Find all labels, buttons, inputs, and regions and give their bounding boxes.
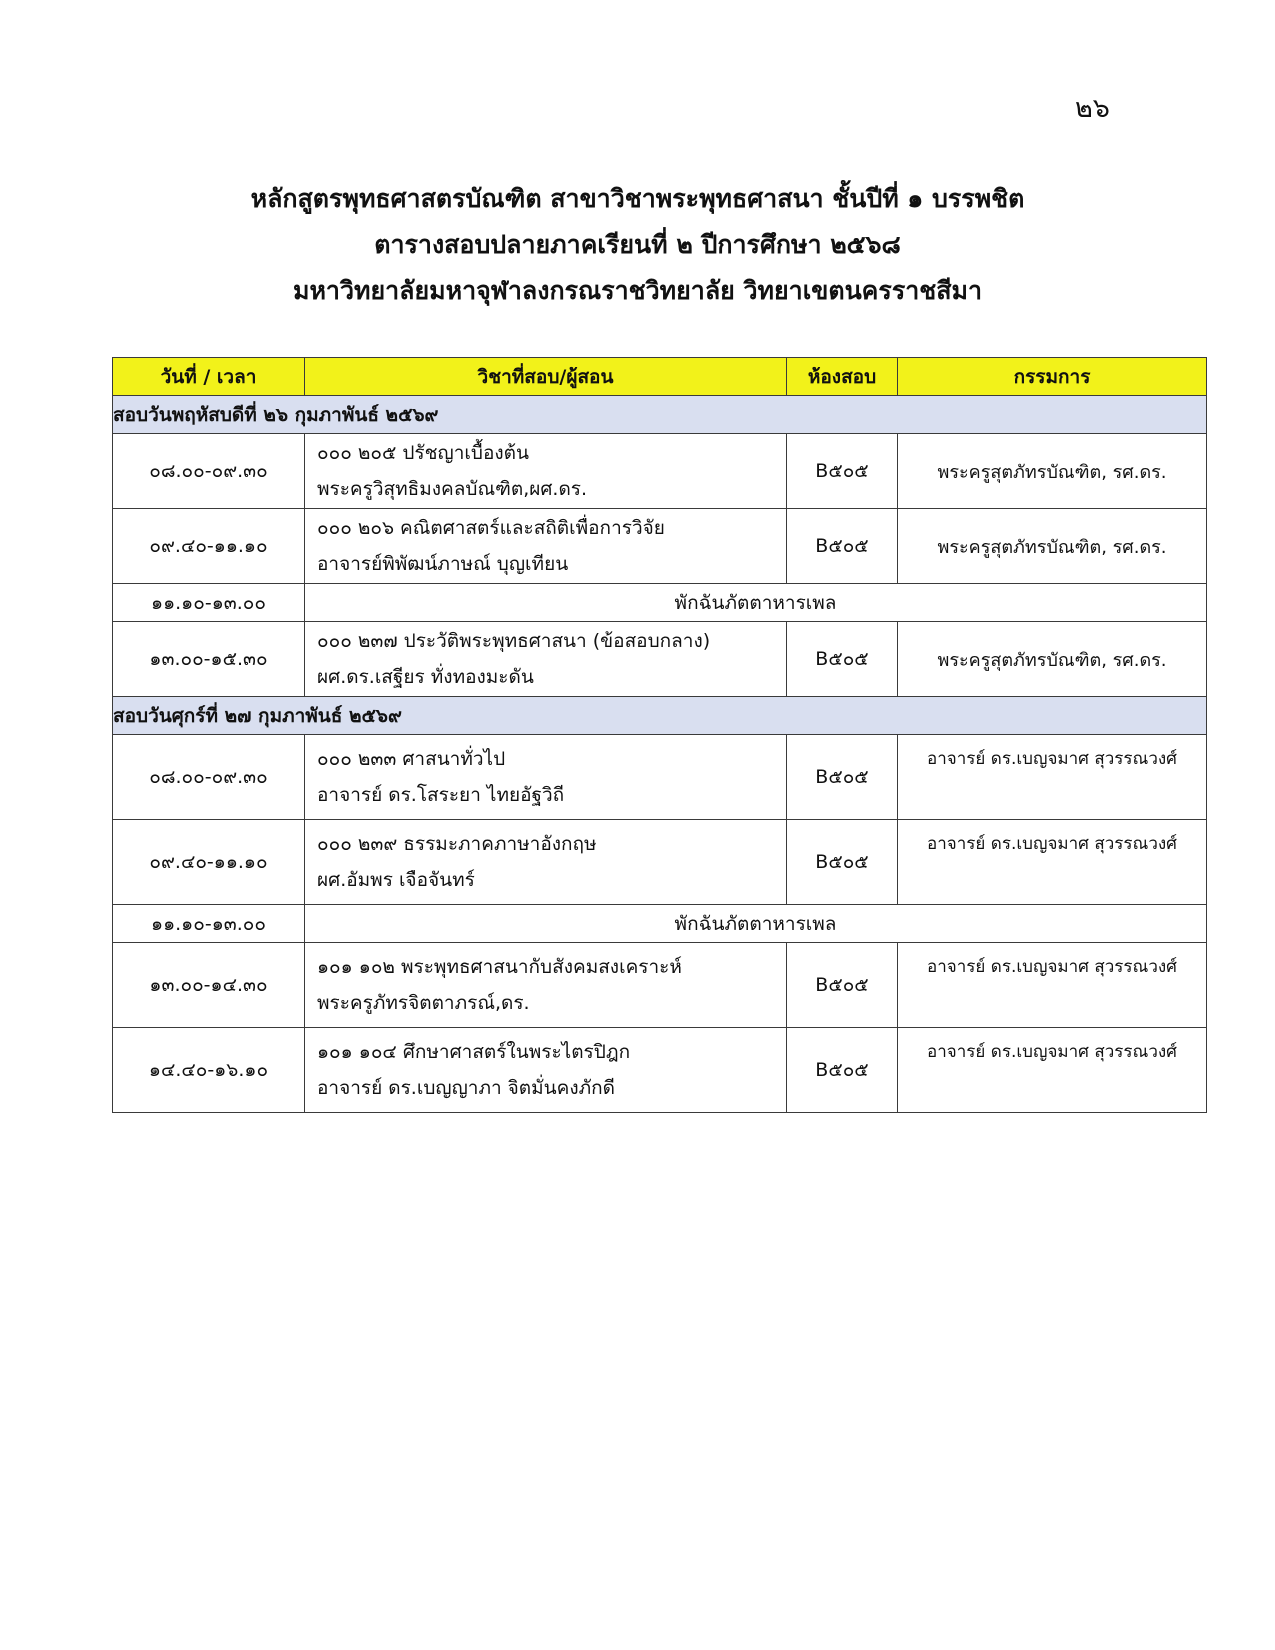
subject-name: ๐๐๐ ๒๐๕ ปรัชญาเบื้องต้น bbox=[317, 442, 529, 464]
time-cell: ๑๓.๐๐-๑๕.๓๐ bbox=[113, 622, 305, 697]
teacher-name: พระครูวิสุทธิมงคลบัณฑิต,ผศ.ดร. bbox=[317, 478, 588, 500]
title-line-program: หลักสูตรพุทธศาสตรบัณฑิต สาขาวิชาพระพุทธศาสนา ชั้นปีที่ ๑ บรรพชิต bbox=[250, 184, 1025, 213]
room-cell: B๕๐๕ bbox=[787, 434, 898, 509]
subject-cell bbox=[305, 434, 787, 509]
subject-cell bbox=[305, 943, 787, 1028]
header-date-time: วันที่ / เวลา bbox=[113, 358, 305, 396]
committee-cell: อาจารย์ ดร.เบญจมาศ สุวรรณวงศ์ bbox=[898, 1028, 1207, 1113]
table-row bbox=[113, 509, 1207, 584]
subject-cell bbox=[305, 509, 787, 584]
time-cell: ๐๘.๐๐-๐๙.๓๐ bbox=[113, 434, 305, 509]
time-cell: ๑๑.๑๐-๑๓.๐๐ bbox=[113, 584, 305, 622]
room-cell: B๕๐๕ bbox=[787, 820, 898, 905]
table-row bbox=[113, 622, 1207, 697]
committee-cell: อาจารย์ ดร.เบญจมาศ สุวรรณวงศ์ bbox=[898, 820, 1207, 905]
teacher-name: อาจารย์พิพัฒน์ภาษณ์ บุญเทียน bbox=[317, 553, 569, 575]
subject-name: ๐๐๐ ๒๓๓ ศาสนาทั่วไป bbox=[317, 748, 506, 770]
subject-name: ๐๐๐ ๒๓๙ ธรรมะภาคภาษาอังกฤษ bbox=[317, 833, 597, 855]
committee-cell: อาจารย์ ดร.เบญจมาศ สุวรรณวงศ์ bbox=[898, 735, 1207, 820]
room-cell: B๕๐๕ bbox=[787, 1028, 898, 1113]
table-row bbox=[113, 820, 1207, 905]
subject-cell bbox=[305, 820, 787, 905]
room-cell: B๕๐๕ bbox=[787, 735, 898, 820]
committee-cell: อาจารย์ ดร.เบญจมาศ สุวรรณวงศ์ bbox=[898, 943, 1207, 1028]
time-cell: ๐๙.๔๐-๑๑.๑๐ bbox=[113, 509, 305, 584]
header-subject-teacher: วิชาที่สอบ/ผู้สอน bbox=[305, 358, 787, 396]
table-row bbox=[113, 943, 1207, 1028]
table-row bbox=[113, 1028, 1207, 1113]
subject-cell bbox=[305, 622, 787, 697]
table-row bbox=[113, 735, 1207, 820]
subject-name: ๑๐๑ ๑๐๒ พระพุทธศาสนากับสังคมสงเคราะห์ bbox=[317, 956, 682, 978]
title-line-university: มหาวิทยาลัยมหาจุฬาลงกรณราชวิทยาลัย วิทยาเขตนครราชสีมา bbox=[292, 276, 983, 305]
header-committee: กรรมการ bbox=[898, 358, 1207, 396]
committee-cell: พระครูสุตภัทรบัณฑิต, รศ.ดร. bbox=[898, 622, 1207, 697]
day-row bbox=[113, 396, 1207, 434]
time-cell: ๐๙.๔๐-๑๑.๑๐ bbox=[113, 820, 305, 905]
committee-cell: พระครูสุตภัทรบัณฑิต, รศ.ดร. bbox=[898, 509, 1207, 584]
page-number: ๒๖ bbox=[1075, 93, 1110, 124]
break-label: พักฉันภัตตาหารเพล bbox=[305, 905, 1207, 943]
room-cell: B๕๐๕ bbox=[787, 943, 898, 1028]
break-row bbox=[113, 905, 1207, 943]
document-title-block bbox=[0, 176, 1275, 314]
teacher-name: พระครูภัทรจิตตาภรณ์,ดร. bbox=[317, 992, 530, 1014]
table-row bbox=[113, 434, 1207, 509]
table-header-row bbox=[113, 358, 1207, 396]
subject-name: ๑๐๑ ๑๐๔ ศึกษาศาสตร์ในพระไตรปิฎก bbox=[317, 1041, 631, 1063]
title-line-schedule: ตารางสอบปลายภาคเรียนที่ ๒ ปีการศึกษา ๒๕๖๘ bbox=[374, 230, 901, 259]
day-label: สอบวันศุกร์ที่ ๒๗ กุมภาพันธ์ ๒๕๖๙ bbox=[113, 697, 1207, 735]
day-row bbox=[113, 697, 1207, 735]
teacher-name: ผศ.อัมพร เจือจันทร์ bbox=[317, 869, 475, 891]
teacher-name: ผศ.ดร.เสฐียร ทั่งทองมะดัน bbox=[317, 666, 534, 688]
subject-name: ๐๐๐ ๒๐๖ คณิตศาสตร์และสถิติเพื่อการวิจัย bbox=[317, 517, 665, 539]
subject-cell bbox=[305, 1028, 787, 1113]
exam-schedule-table bbox=[112, 357, 1207, 1113]
subject-cell bbox=[305, 735, 787, 820]
teacher-name: อาจารย์ ดร.โสระยา ไทยอัฐวิถี bbox=[317, 784, 565, 806]
room-cell: B๕๐๕ bbox=[787, 509, 898, 584]
break-row bbox=[113, 584, 1207, 622]
time-cell: ๑๑.๑๐-๑๓.๐๐ bbox=[113, 905, 305, 943]
header-exam-room: ห้องสอบ bbox=[787, 358, 898, 396]
time-cell: ๐๘.๐๐-๐๙.๓๐ bbox=[113, 735, 305, 820]
time-cell: ๑๔.๔๐-๑๖.๑๐ bbox=[113, 1028, 305, 1113]
teacher-name: อาจารย์ ดร.เบญญาภา จิตมั่นคงภักดี bbox=[317, 1077, 616, 1099]
time-cell: ๑๓.๐๐-๑๔.๓๐ bbox=[113, 943, 305, 1028]
break-label: พักฉันภัตตาหารเพล bbox=[305, 584, 1207, 622]
subject-name: ๐๐๐ ๒๓๗ ประวัติพระพุทธศาสนา (ข้อสอบกลาง) bbox=[317, 630, 711, 652]
committee-cell: พระครูสุตภัทรบัณฑิต, รศ.ดร. bbox=[898, 434, 1207, 509]
room-cell: B๕๐๕ bbox=[787, 622, 898, 697]
day-label: สอบวันพฤหัสบดีที่ ๒๖ กุมภาพันธ์ ๒๕๖๙ bbox=[113, 396, 1207, 434]
